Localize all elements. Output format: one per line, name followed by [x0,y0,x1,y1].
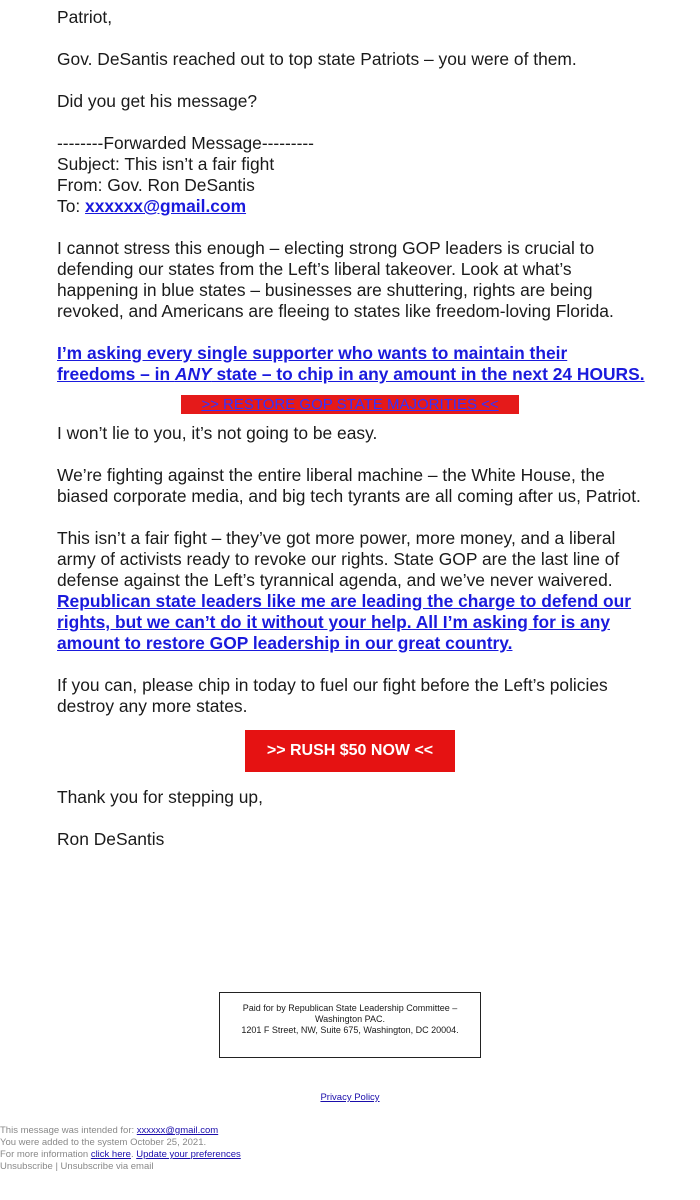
donate-link-1-text-a[interactable]: I’m asking every single supporter who wants to maintain their freedoms – in [57,343,568,384]
from-line: From: Gov. Ron DeSantis [57,175,255,195]
footer-intended-line [0,1125,241,1137]
restore-majorities-banner[interactable]: >> RESTORE GOP STATE MAJORITIES << [181,395,519,414]
paragraph-1: I cannot stress this enough – electing strong GOP leaders is crucial to defending our states from the Left’s liberal takeover. Look at what’s happening in blue states – businesses are shuttering, rights are being revoked, and Americans are fleeing to states like freedom-loving Florida. [57,238,614,321]
privacy-row [0,1092,700,1103]
question-text: Did you get his message? [57,91,258,111]
paragraph-2: I won’t lie to you, it’s not going to be easy. [57,423,378,443]
thanks-text: Thank you for stepping up, [57,787,263,807]
email-body [57,0,647,850]
banner-container [57,385,647,423]
signature: Ron DeSantis [57,829,165,849]
footer-update-preferences-link[interactable]: Update your preferences [136,1149,241,1160]
to-email-link[interactable]: xxxxxx@gmail.com [85,196,247,216]
footer-intended-email-link[interactable]: xxxxxx@gmail.com [136,1125,219,1136]
forward-header: --------Forwarded Message--------- [57,133,314,153]
footer-added-line: You were added to the system October 25, 2021. [0,1137,207,1148]
footer-more-info-label: For more information [0,1149,89,1160]
paragraph-3: We’re fighting against the entire liberal machine – the White House, the biased corporate media, and big tech tyrants are all coming after us, Patriot. [57,465,641,506]
email-footer [0,1125,241,1173]
to-line [57,196,647,217]
disclaimer-line-2: 1201 F Street, NW, Suite 675, Washington, DC 20004. [241,1025,459,1035]
paragraph-5: If you can, please chip in today to fuel our fight before the Left’s policies destroy any more states. [57,675,608,716]
footer-info-line: For more information click here. Update your preferences [0,1149,241,1160]
donate-link-1-text-b[interactable]: state – to chip in any amount in the next 24 HOURS. [211,364,645,384]
privacy-policy-link[interactable]: Privacy Policy [320,1092,380,1103]
cta-container [57,717,647,787]
to-label: To: [57,196,81,216]
donate-link-2-text[interactable]: Republican state leaders like me are leading the charge to defend our rights, but we can’t do it without your help. All I’m asking for is any amount to restore GOP leadership in our great country. [57,591,632,653]
rush-50-button[interactable]: >> RUSH $50 NOW << [245,730,455,772]
donate-link-1-emphasis[interactable]: ANY [174,364,212,384]
greeting: Patriot, [57,7,113,27]
paragraph-4: This isn’t a fair fight – they’ve got more power, more money, and a liberal army of activists ready to revoke our rights. State GOP are the last line of defense against the Left’s tyrannical agenda, and we’ve never waivered. [57,528,620,590]
intro-text: Gov. DeSantis reached out to top state Patriots – you were of them. [57,49,577,69]
donate-link-1[interactable] [57,343,647,385]
footer-unsubscribe-line[interactable]: Unsubscribe | Unsubscribe via email [0,1161,154,1172]
footer-intended-label: This message was intended for: [0,1125,135,1136]
disclaimer-line-1: Paid for by Republican State Leadership Committee – Washington PAC. [242,1003,458,1024]
footer-click-here-link[interactable]: click here [90,1149,131,1160]
subject-line: Subject: This isn’t a fair fight [57,154,275,174]
paid-for-disclaimer [219,992,481,1058]
donate-link-2[interactable] [57,591,647,654]
